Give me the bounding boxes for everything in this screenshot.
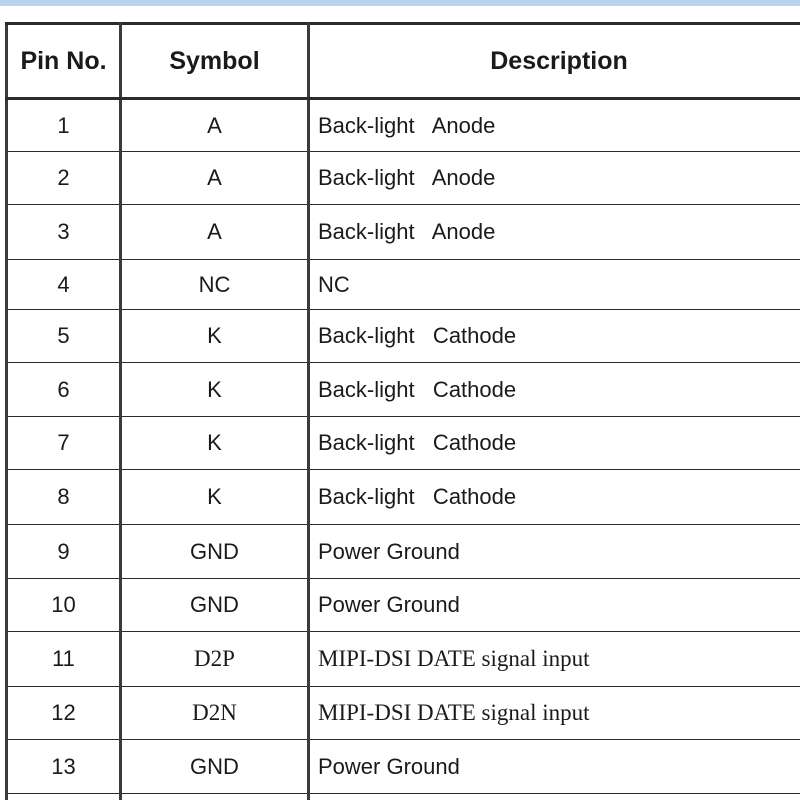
pin-number-cell: 3 [7,205,121,260]
symbol-cell: A [121,205,309,260]
symbol-cell: K [121,310,309,363]
header-description: Description [309,24,800,99]
description-cell: Back-light Cathode [309,470,800,525]
description-cell: Power Ground [309,525,800,579]
header-symbol: Symbol [121,24,309,99]
table-row [7,579,800,632]
pin-number-cell: 10 [7,579,121,632]
symbol-cell: K [121,470,309,525]
pin-number-cell: 5 [7,310,121,363]
table-header-row [7,24,800,99]
empty-cell [7,794,121,800]
pin-assignment-table [5,22,800,800]
pin-number-cell: 6 [7,363,121,417]
symbol-cell: D2P [121,632,309,687]
symbol-cell: GND [121,525,309,579]
table-row [7,417,800,470]
symbol-cell: NC [121,260,309,310]
pin-number-cell: 12 [7,687,121,740]
symbol-cell: A [121,99,309,152]
table-row [7,363,800,417]
pin-number-cell: 7 [7,417,121,470]
table-row [7,205,800,260]
description-cell: Power Ground [309,579,800,632]
description-cell: Back-light Anode [309,99,800,152]
description-cell: MIPI-DSI DATE signal input [309,632,800,687]
pin-number-cell: 4 [7,260,121,310]
symbol-cell: A [121,152,309,205]
table-row-partial [7,794,800,800]
table-row [7,632,800,687]
description-cell: Power Ground [309,740,800,794]
symbol-cell: GND [121,740,309,794]
description-cell: NC [309,260,800,310]
symbol-cell: GND [121,579,309,632]
symbol-cell: K [121,417,309,470]
header-pin-no: Pin No. [7,24,121,99]
description-cell: Back-light Cathode [309,417,800,470]
description-cell: Back-light Anode [309,152,800,205]
description-cell: Back-light Cathode [309,363,800,417]
pin-number-cell: 8 [7,470,121,525]
table-row [7,740,800,794]
pin-number-cell: 11 [7,632,121,687]
table-row [7,687,800,740]
pin-number-cell: 13 [7,740,121,794]
pin-number-cell: 2 [7,152,121,205]
table-row [7,310,800,363]
pin-number-cell: 1 [7,99,121,152]
description-cell: Back-light Cathode [309,310,800,363]
table-row [7,470,800,525]
symbol-cell: K [121,363,309,417]
pin-number-cell: 9 [7,525,121,579]
empty-cell [121,794,309,800]
table-row [7,260,800,310]
symbol-cell: D2N [121,687,309,740]
top-blue-bar [0,0,800,6]
table-row [7,152,800,205]
table-row [7,99,800,152]
table-body [7,99,800,800]
empty-cell [309,794,800,800]
description-cell: MIPI-DSI DATE signal input [309,687,800,740]
description-cell: Back-light Anode [309,205,800,260]
table-row [7,525,800,579]
